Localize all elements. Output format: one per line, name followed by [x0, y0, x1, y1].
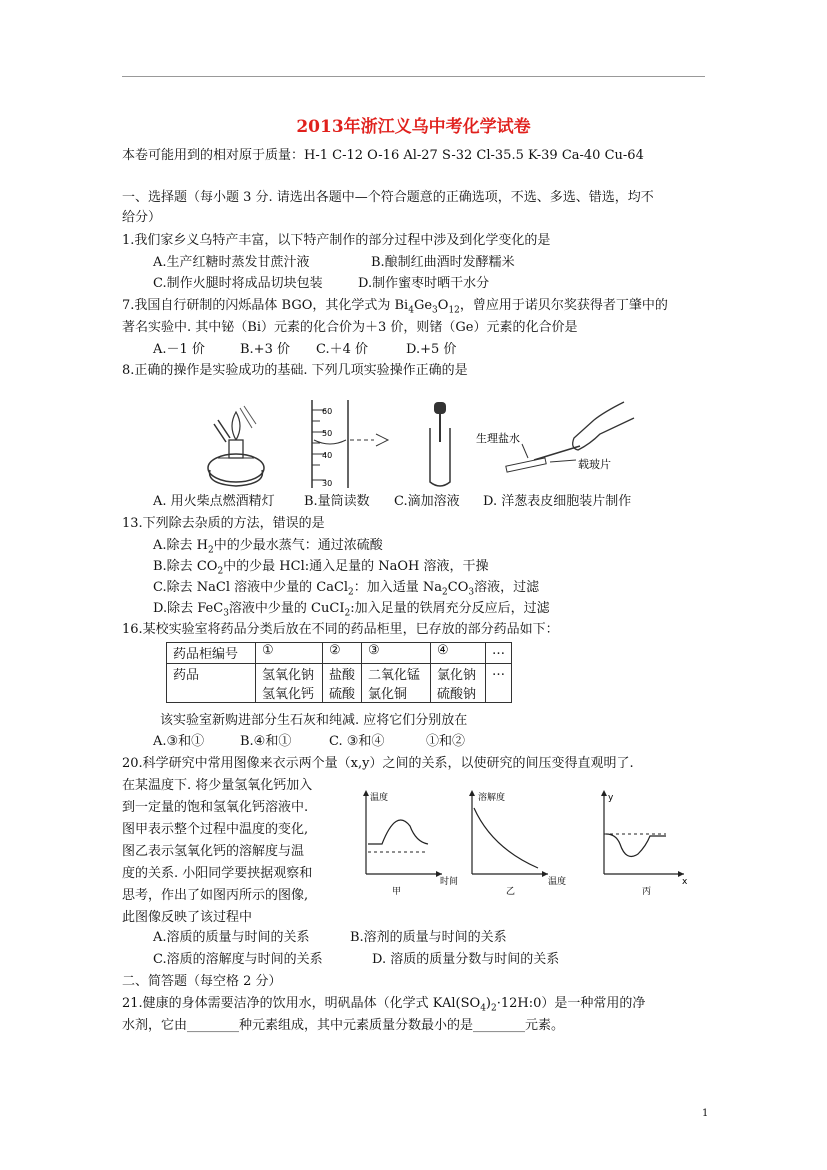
- table-cell: …: [486, 643, 512, 664]
- q8-option-a: A. 用火柴点燃酒精灯: [153, 494, 275, 509]
- q7-option-b: B.+3 价: [240, 342, 290, 357]
- q16-option-d: ①和②: [426, 734, 466, 749]
- graph-jia-caption: 甲: [392, 887, 402, 897]
- q8-stem: 8.正确的操作是实验成功的基础. 下列几项实验操作正确的是: [122, 363, 468, 378]
- cyl-tick-40: 40: [322, 451, 333, 460]
- graduated-cylinder-figure: [302, 398, 412, 490]
- table-cell: ②: [323, 643, 362, 664]
- table-cell: ③: [362, 643, 431, 664]
- q20-body-line: 图甲表示整个过程中温度的变化,: [122, 822, 309, 837]
- q21-line1: 21.健康的身体需要洁净的饮用水，明矾晶体（化学式 $KAl(SO_4)_2\cdot 12H:0$）是一种常用的净: [122, 996, 646, 1014]
- graph-jia: [358, 786, 468, 898]
- q16-option-b: B.④和①: [240, 734, 292, 749]
- slide-preparation-figure: [474, 398, 644, 490]
- header-rule: [122, 76, 705, 77]
- table-cell: 药品: [167, 664, 256, 703]
- q20-body-line: 此图像反映了该过程中: [122, 910, 253, 925]
- q20-option-b: B.溶剂的质量与时间的关系: [350, 930, 507, 945]
- table-cell: ①: [256, 643, 323, 664]
- q7-option-a: A.－1 价: [153, 342, 205, 357]
- q20-body-line: 在某温度下. 将少量氢氧化钙加入: [122, 778, 313, 793]
- graph-jia-xlabel: 时间: [440, 877, 459, 887]
- alcohol-lamp-figure: [196, 398, 276, 490]
- q20-stem: 20.科学研究中常用图像来衣示两个量（x,y）之间的关系，以使研究的间压变得直观明了.: [122, 756, 634, 771]
- q20-body-line: 思考，作出了如图丙所示的图像,: [122, 888, 309, 903]
- q7-option-d: D.+5 价: [406, 342, 457, 357]
- q8-option-c: C.滴加溶液: [394, 494, 460, 509]
- graph-yi-xlabel: 温度: [548, 877, 567, 887]
- q1-option-c: C.制作火腿时将成品切块包装: [153, 276, 323, 291]
- table-row: [167, 664, 512, 703]
- saline-label: 生理盐水: [476, 432, 520, 445]
- cyl-tick-30: 30: [322, 479, 333, 488]
- section1-heading-line2: 给分）: [122, 210, 162, 225]
- section1-heading-line1: 一、选择题（每小题 3 分. 请选出各题中—个符合题意的正确选项，不选、多选、错选，均不: [122, 190, 654, 205]
- graph-bing-xlabel: x: [682, 877, 688, 887]
- table-row: [167, 643, 512, 664]
- q1-option-b: B.酿制红曲酒时发酵糯米: [371, 255, 515, 270]
- table-cell: 二氧化锰 氯化铜: [362, 664, 431, 703]
- table-cell: 氯化钠 硫酸钠: [431, 664, 486, 703]
- q1-stem: 1.我们家乡义乌特产丰富，以下特产制作的部分过程中涉及到化学变化的是: [122, 233, 551, 248]
- q1-option-a: A.生产红糖时蒸发甘蔗汁液: [153, 255, 310, 270]
- q16-follow: 该实验室新购进部分生石灰和纯减. 应将它们分别放在: [160, 713, 468, 728]
- q20-option-d: D. 溶质的质量分数与时间的关系: [372, 952, 560, 967]
- section2-heading: 二、简答题（每空格 2 分）: [122, 974, 282, 989]
- cyl-tick-50: 50: [322, 429, 333, 438]
- cyl-tick-60: 60: [322, 407, 333, 416]
- slide-label: 载玻片: [578, 458, 611, 471]
- q7-option-c: C.＋4 价: [316, 342, 369, 357]
- graph-yi-ylabel: 溶解度: [478, 793, 506, 803]
- q21-line2: 水剂，它由________种元素组成，其中元素质量分数最小的是________元素。: [122, 1018, 565, 1033]
- q13-option-c: C.除去 NaCl 溶液中少量的 CaCl$_2$：加入适量 $Na_2CO_3$溶液，过滤: [153, 580, 540, 598]
- q8-option-d: D. 洋葱表皮细胞装片制作: [483, 494, 632, 509]
- table-cell: …: [486, 664, 512, 703]
- q16-option-c: C. ③和④: [329, 734, 385, 749]
- q7-stem-line1: 7.我国自行研制的闪烁晶体 BGO，其化学式为 $Bi_4Ge_3O_{12}$，曾应用于诺贝尔奖获得者丁肇中的: [122, 298, 668, 316]
- page-number: 1: [702, 1108, 709, 1119]
- q13-option-b: B.除去 $CO_2$中的少最 HCl:通入足量的 NaOH 溶液，干操: [153, 559, 489, 577]
- q13-option-d: D.除去 FeC$_3$溶液中少量的 CuCI$_2$:加入足量的铁屑充分反应后，过滤: [153, 601, 550, 619]
- q7-stem-line2: 著名实验中. 其中铋（Bi）元素的化合价为＋3 价，则锗（Ge）元素的化合价是: [122, 320, 578, 335]
- table-cell: 氢氧化钠 氢氧化钙: [256, 664, 323, 703]
- q20-body-line: 图乙表示氢氧化钙的溶解度与温: [122, 844, 305, 859]
- q20-option-c: C.溶质的溶解度与时间的关系: [153, 952, 323, 967]
- q20-option-a: A.溶质的质量与时间的关系: [153, 930, 310, 945]
- q8-option-b: B.量筒读数: [304, 494, 370, 509]
- table-cell: 药品柜编号: [167, 643, 256, 664]
- atomic-masses-note: 本卷可能用到的相对原于质量：H-1 C-12 O-16 Al-27 S-32 Cl-35.5 K-39 Ca-40 Cu-64: [122, 148, 644, 163]
- q13-stem: 13.下列除去杂质的方法，错误的是: [122, 516, 325, 531]
- test-tube-dropper-figure: [420, 398, 460, 490]
- page-title: 2013年浙江义乌中考化学试卷: [296, 117, 531, 137]
- graph-jia-ylabel: 温度: [370, 793, 389, 803]
- graph-bing-ylabel: y: [608, 793, 614, 803]
- table-cell: ④: [431, 643, 486, 664]
- table-cell: 盐酸 硫酸: [323, 664, 362, 703]
- graph-bing-caption: 丙: [642, 887, 652, 897]
- q16-stem: 16.某校实验室将药品分类后放在不同的药品柜里，巳存放的部分药品如下：: [122, 622, 559, 637]
- q20-body-line: 到一定量的饱和氢氧化钙溶液中.: [122, 800, 309, 815]
- q20-body-line: 度的关系. 小阳同学要挟据观察和: [122, 866, 313, 881]
- q16-option-a: A.③和①: [153, 734, 205, 749]
- q1-option-d: D.制作蜜枣时晒干水分: [358, 276, 490, 291]
- graph-yi-caption: 乙: [506, 887, 516, 897]
- cabinet-table: [166, 642, 512, 703]
- graph-bing: [596, 786, 708, 898]
- q13-option-a: A.除去 $H_2$中的少最水蒸气：通过浓硫酸: [153, 538, 383, 556]
- graph-yi: [464, 786, 574, 898]
